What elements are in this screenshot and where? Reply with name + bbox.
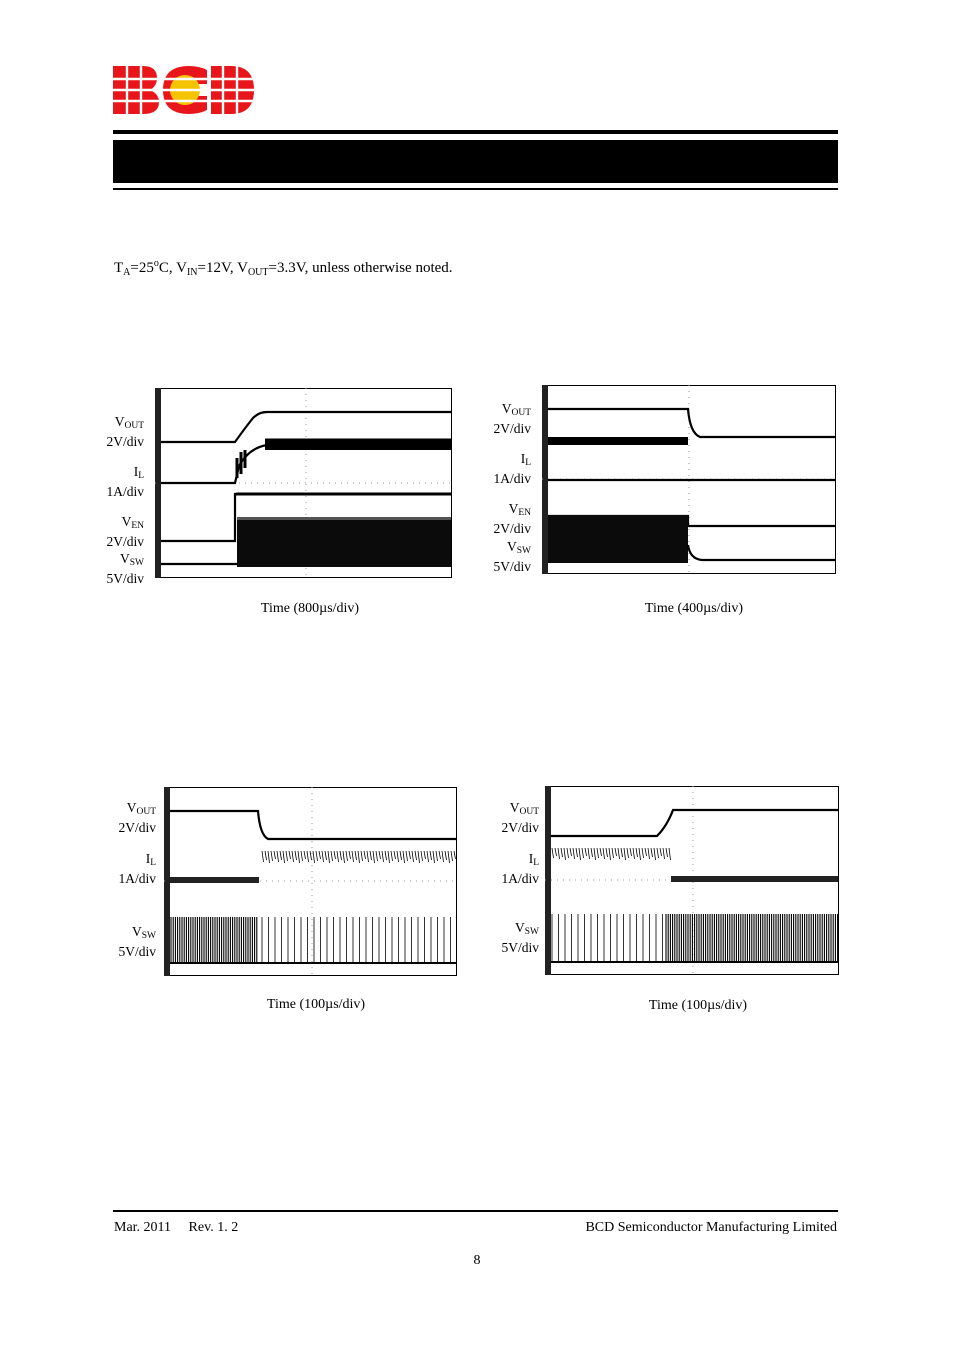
channel-label-il: $I_L$ 1A/div [493, 451, 531, 486]
channel-label-ven: $V_{EN}$ 2V/div [493, 501, 531, 536]
channel-label-vout: $V_{OUT}$ 2V/div [118, 800, 156, 835]
channel-label-vsw: $V_{SW}$ 5V/div [501, 920, 539, 955]
page-number: 8 [473, 1253, 481, 1268]
channel-label-vsw: $V_{SW}$ 5V/div [493, 539, 531, 574]
header-rule-bottom [113, 188, 838, 190]
channel-label-ven: $V_{EN}$ 2V/div [106, 514, 144, 549]
bcd-logo [113, 66, 255, 114]
oscilloscope-plot [542, 385, 836, 574]
channel-label-il: $I_L$ 1A/div [118, 851, 156, 886]
figure-caption: Time (100µs/div) [648, 998, 748, 1013]
footer-date-rev: Mar. 2011 Rev. 1. 2 [114, 1220, 239, 1235]
oscilloscope-plot [545, 786, 839, 975]
oscilloscope-plot [155, 388, 452, 578]
footer-rule [113, 1210, 838, 1212]
channel-label-vout: $V_{OUT}$ 2V/div [106, 414, 144, 449]
footer-company: BCD Semiconductor Manufacturing Limited [585, 1220, 837, 1235]
header-rule-top [113, 130, 838, 134]
channel-label-vout: $V_{OUT}$ 2V/div [501, 800, 539, 835]
oscilloscope-plot [164, 787, 457, 976]
figure-caption: Time (100µs/div) [266, 997, 366, 1012]
figure-caption: Time (400µs/div) [644, 601, 744, 616]
channel-label-vsw: $V_{SW}$ 5V/div [106, 551, 144, 586]
figure-caption: Time (800µs/div) [260, 601, 360, 616]
channel-label-vsw: $V_{SW}$ 5V/div [118, 924, 156, 959]
channel-label-il: $I_L$ 1A/div [501, 851, 539, 886]
test-conditions: $T_A=25^oC$, $V_{IN}=12V$, $V_{OUT}=3.3V$, unless otherwise noted. [114, 258, 453, 278]
channel-label-vout: $V_{OUT}$ 2V/div [493, 401, 531, 436]
channel-label-il: $I_L$ 1A/div [106, 464, 144, 499]
title-bar [113, 140, 838, 183]
